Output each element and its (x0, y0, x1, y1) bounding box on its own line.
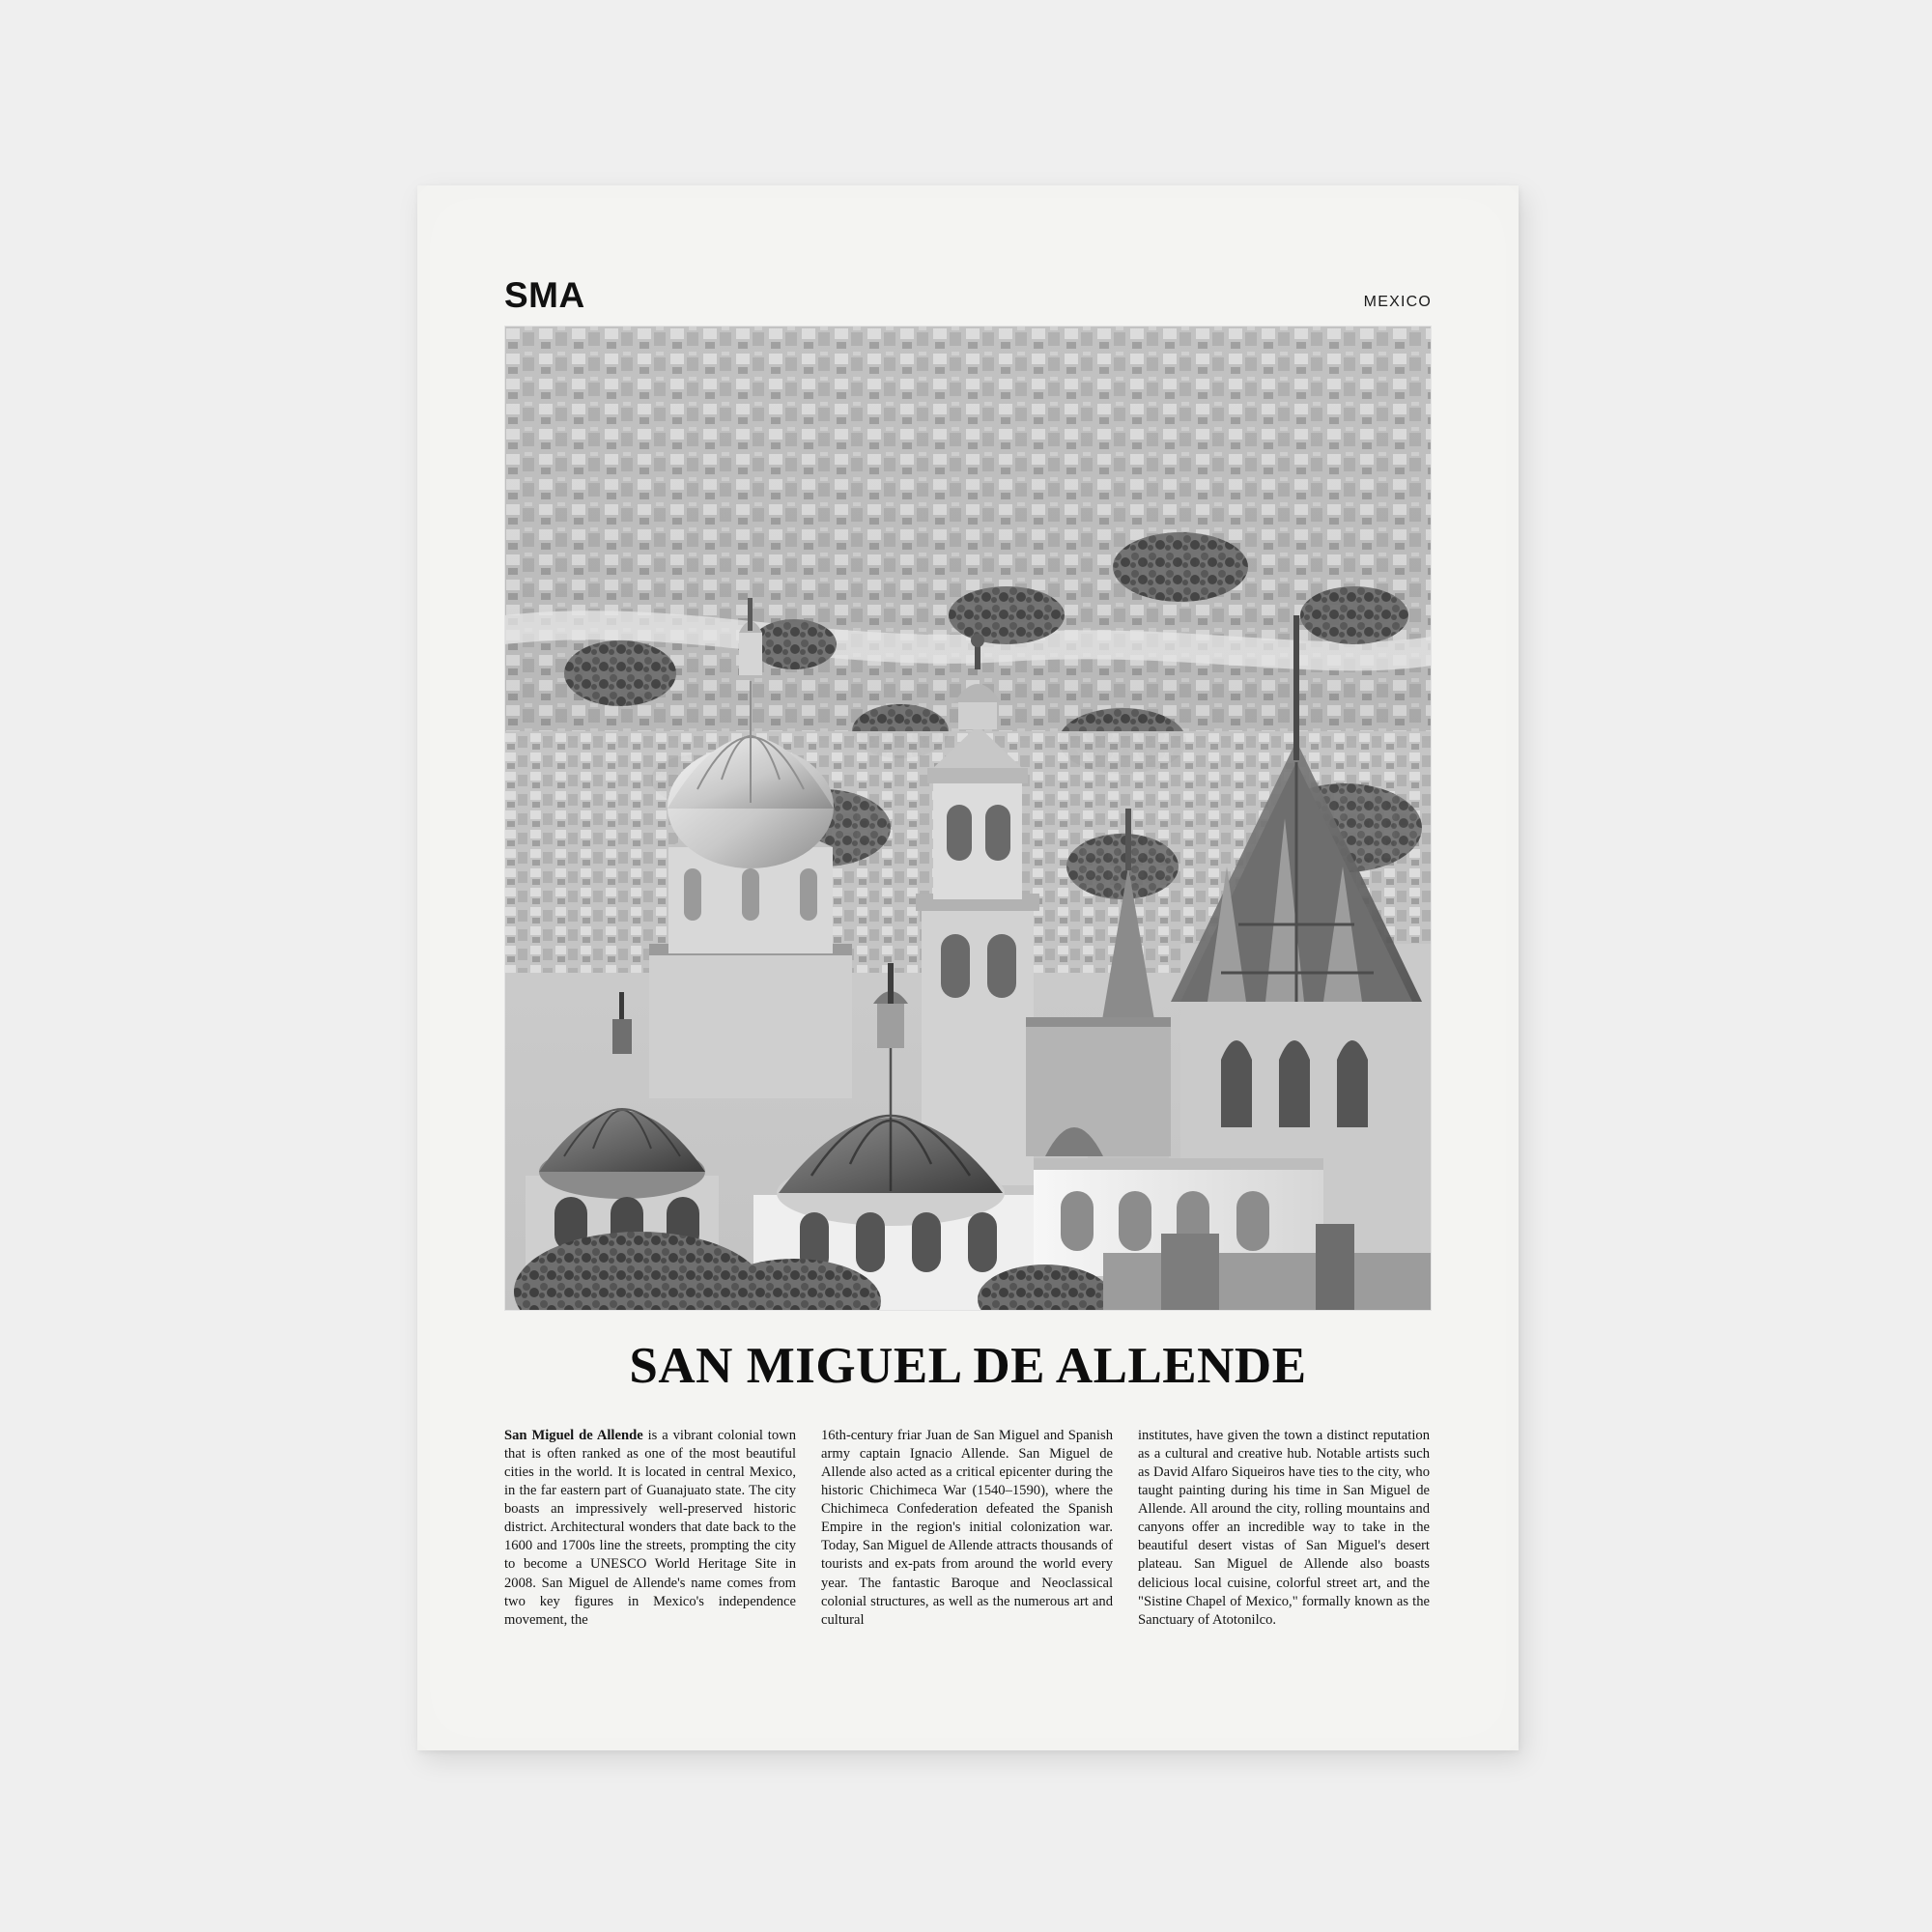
poster-content (504, 270, 1432, 1671)
body-column-2 (821, 1427, 1113, 1630)
body-column-1 (504, 1427, 796, 1630)
body-text-3: institutes, have given the town a distinct reputation as a cultural and creative hub. Notable artists such as David Alfaro Siqueiros have ties to the city, who taught painting during his time in San Miguel de Allende. All around the city, rolling mountains and canyons offer an incredible way to take in the beautiful desert vistas of San Miguel's desert plateau. San Miguel de Allende also boasts delicious local cuisine, colorful street art, and the "Sistine Chapel of Mexico," formally known as the Sanctuary of Atotonilco. (1138, 1427, 1430, 1628)
poster-photo (504, 326, 1432, 1311)
body-column-3 (1138, 1427, 1430, 1630)
body-text-2: 16th-century friar Juan de San Miguel and Spanish army captain Ignacio Allende. San Miguel de Allende also acted as a critical epicenter during the historic Chichimeca War (1540–1590), where the Chichimeca Confederation defeated the Spanish Empire in the region's initial colonization war. Today, San Miguel de Allende attracts thousands of tourists and ex-pats from around the world every year. The fantastic Baroque and Neoclassical colonial structures, as well as the numerous art and cultural (821, 1427, 1113, 1628)
poster-sheet (417, 185, 1519, 1750)
body-columns (504, 1427, 1432, 1630)
cityscape-illustration (504, 326, 1432, 1311)
poster-header (504, 270, 1432, 313)
brand-code: SMA (504, 275, 585, 315)
body-lead-in: San Miguel de Allende (504, 1427, 643, 1443)
page-title: SAN MIGUEL DE ALLENDE (629, 1338, 1307, 1394)
body-text-1: is a vibrant colonial town that is often ranked as one of the most beautiful cities in the world. It is located in central Mexico, in the far eastern part of Guanajuato state. The city boasts an impressively well-preserved historic district. Architectural wonders that date back to the 1600 and 1700s line the streets, prompting the city to become a UNESCO World Heritage Site in 2008. San Miguel de Allende's name comes from two key figures in Mexico's independence movement, the (504, 1427, 796, 1628)
country-label: MEXICO (1363, 294, 1432, 310)
